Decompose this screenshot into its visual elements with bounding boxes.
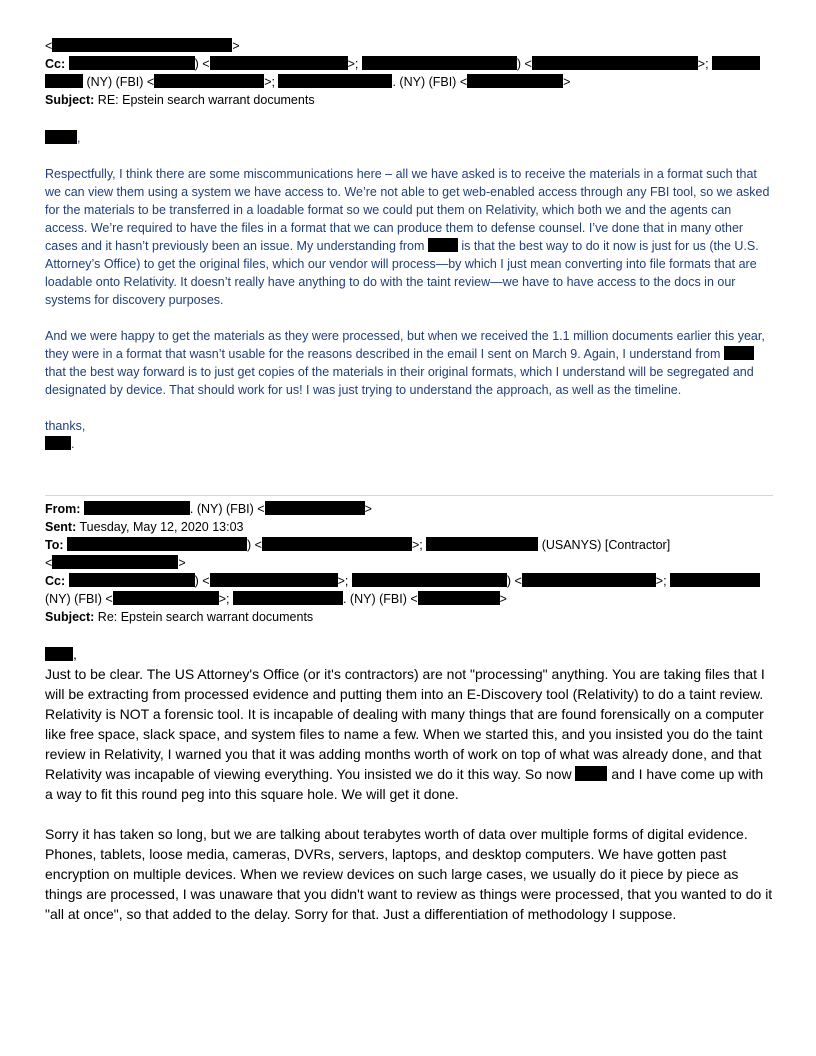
email2-cc-label: Cc:: [45, 574, 66, 588]
email1-greeting: [45, 129, 773, 147]
signature-period: .: [71, 437, 75, 451]
redaction: [52, 555, 178, 569]
email1-cc-text: ) <: [194, 57, 210, 71]
email2-body: [45, 644, 773, 924]
greeting-comma: ,: [73, 646, 77, 662]
email2-greeting: [45, 644, 773, 664]
email2-subject-label: Subject:: [45, 610, 95, 624]
email2-cc-line1: [45, 572, 773, 590]
email2-from-line: [45, 500, 773, 518]
redaction: [45, 130, 77, 144]
redaction: [69, 56, 195, 70]
redaction: [265, 501, 365, 515]
redaction: [278, 74, 392, 88]
redaction: [210, 573, 338, 587]
email2-cc-text: >: [499, 592, 507, 606]
email1-cc-label: Cc:: [45, 57, 66, 71]
email2-paragraph-3: Sorry it has taken so long, but we are talking about terabytes worth of data over multiple forms of digital evidence. Phones, tablets, loose media, cameras, DVRs, servers, laptops, and desktop computers. We have gotten past encryption on multiple devices. When we review devices on such large cases, we usually do it piece by piece as things are processed, I was unaware that you didn't want to review as things were processed, that you wanted to do it "all at once", so that added to the delay. Sorry for that. Just a differentiation of methodology I suppose.: [45, 826, 773, 922]
email1-header-line1: [45, 37, 773, 55]
redaction: [210, 56, 348, 70]
email2-from-text: . (NY) (FBI) <: [189, 502, 265, 516]
redaction: [362, 56, 517, 70]
email2-para2-text-b: and I have come up with a way to fit this round peg into this square hole. We will get it done.: [45, 766, 764, 802]
redaction: [45, 436, 71, 450]
email2-cc-line2: [45, 590, 773, 608]
redaction: [724, 346, 754, 360]
email1-paragraph-2: [45, 327, 773, 399]
email2-to-text: ) <: [247, 538, 262, 552]
email2-sent-line: [45, 518, 773, 536]
redaction: [154, 74, 264, 88]
email2-to-line1: [45, 536, 773, 554]
email1-cc-text: >: [563, 75, 571, 89]
email2-cc-text: (NY) (FBI) <: [45, 592, 113, 606]
email2-to-text: >;: [411, 538, 423, 552]
redaction: [352, 573, 507, 587]
redaction: [52, 38, 232, 52]
email2-paragraph-2: [45, 704, 773, 804]
email1-cc-text: >;: [697, 57, 709, 71]
email1-signoff: thanks,: [45, 419, 86, 433]
email2-cc-text: ) <: [194, 574, 210, 588]
email2-cc-text: . (NY) (FBI) <: [342, 592, 418, 606]
email1-para1-text: Respectfully, I think there are some miscommunications here – all we have asked is to receive the materials in a format such that we can view them using a system we have access to. We’re not able to get web-enabled access through any FBI tool, so we asked for the materials to be transferred in a loadable format so we could put them on Relativity, which both we and the agents can access. We’re required to have the files in a format that we can produce them to defense counsel. I’ve done that in many other cases and it hasn’t previously been an issue. My understanding from: [45, 167, 770, 253]
redaction: [712, 56, 760, 70]
email2-para2-text: Relativity is NOT a forensic tool. It is incapable of dealing with many things that are found forensically on a computer like free space, slack space, and system files to name a few. When we started this, and you insisted you do the taint review in Relativity, I warned you that it was adding months worth of work on top of what was already done, and that Relativity was incapable of viewing everything. You insisted we do it this way. So now: [45, 706, 764, 782]
greeting-comma: ,: [77, 131, 81, 145]
email2-cc-text: ) <: [506, 574, 522, 588]
email2-sent-date: Tuesday, May 12, 2020 13:03: [79, 520, 244, 534]
email2-sent-label: Sent:: [45, 520, 77, 534]
document-page: [45, 37, 773, 924]
email1-to-cont-open: <: [45, 39, 53, 53]
email2-from-text: >: [364, 502, 372, 516]
redaction: [467, 74, 563, 88]
email1-cc-line1: [45, 55, 773, 73]
email1-body: [45, 129, 773, 453]
email2-from-label: From:: [45, 502, 81, 516]
redaction: [532, 56, 698, 70]
redaction: [67, 537, 247, 551]
redaction: [575, 766, 607, 781]
redaction: [45, 647, 73, 661]
redaction: [670, 573, 760, 587]
email1-subject: RE: Epstein search warrant documents: [97, 93, 315, 107]
email1-cc-text: (NY) (FBI) <: [86, 75, 155, 89]
email2-cc-text: >;: [218, 592, 230, 606]
email1-para2-text-b: that the best way forward is to just get copies of the materials in their original formats, which I understand will be segregated and designated by device. That should work for us! I was just trying to understand the approach, as well as the timeline.: [45, 365, 754, 397]
redaction: [84, 501, 190, 515]
redaction: [426, 537, 538, 551]
email2-to-text: (USANYS) [Contractor]: [541, 538, 671, 552]
email1-cc-text: >;: [347, 57, 359, 71]
redaction: [69, 573, 195, 587]
email1-para1-text-b: is that the best way to do it now is just for us (the U.S. Attorney’s Office) to get the original files, which our vendor will process—by which I just mean converting into file formats that are loadable onto Relativity. It doesn’t really have anything to do with the taint review—we have to have access to the docs in our systems for discovery purposes.: [45, 239, 759, 307]
email1-to-cont-close: >: [232, 39, 240, 53]
email2-to-line2: [45, 554, 773, 572]
redaction: [522, 573, 656, 587]
email2-to-label: To:: [45, 538, 64, 552]
email2-subject: Re: Epstein search warrant documents: [97, 610, 314, 624]
email1-subject-label: Subject:: [45, 93, 95, 107]
email2-cc-text: >;: [655, 574, 667, 588]
email1-cc-line2: [45, 73, 773, 91]
email1-cc-text: . (NY) (FBI) <: [392, 75, 468, 89]
redaction: [45, 74, 83, 88]
redaction: [418, 591, 500, 605]
email2-to-text: <: [45, 556, 53, 570]
email2-paragraph-1: Just to be clear. The US Attorney's Office (or it's contractors) are not "processing" anything. You are taking files that I will be extracting from processed evidence and putting them into an E-Discovery tool (Relativity) to do a taint review.: [45, 666, 765, 702]
email2-cc-text: >;: [337, 574, 349, 588]
email1-para2-text: And we were happy to get the materials as they were processed, but when we received the 1.1 million documents earlier this year, they were in a format that wasn’t usable for the reasons described in the email I sent on March 9. Again, I understand from: [45, 329, 765, 361]
email1-subject-line: [45, 91, 773, 109]
redaction: [262, 537, 412, 551]
email1-cc-text: >;: [264, 75, 275, 89]
redaction: [113, 591, 219, 605]
email1-cc-text: ) <: [516, 57, 532, 71]
redaction: [233, 591, 343, 605]
redaction: [428, 238, 458, 252]
email1-paragraph-1: [45, 165, 773, 309]
email2-to-text: >: [178, 556, 186, 570]
email2-subject-line: [45, 608, 773, 626]
email1-signature: [45, 435, 773, 453]
